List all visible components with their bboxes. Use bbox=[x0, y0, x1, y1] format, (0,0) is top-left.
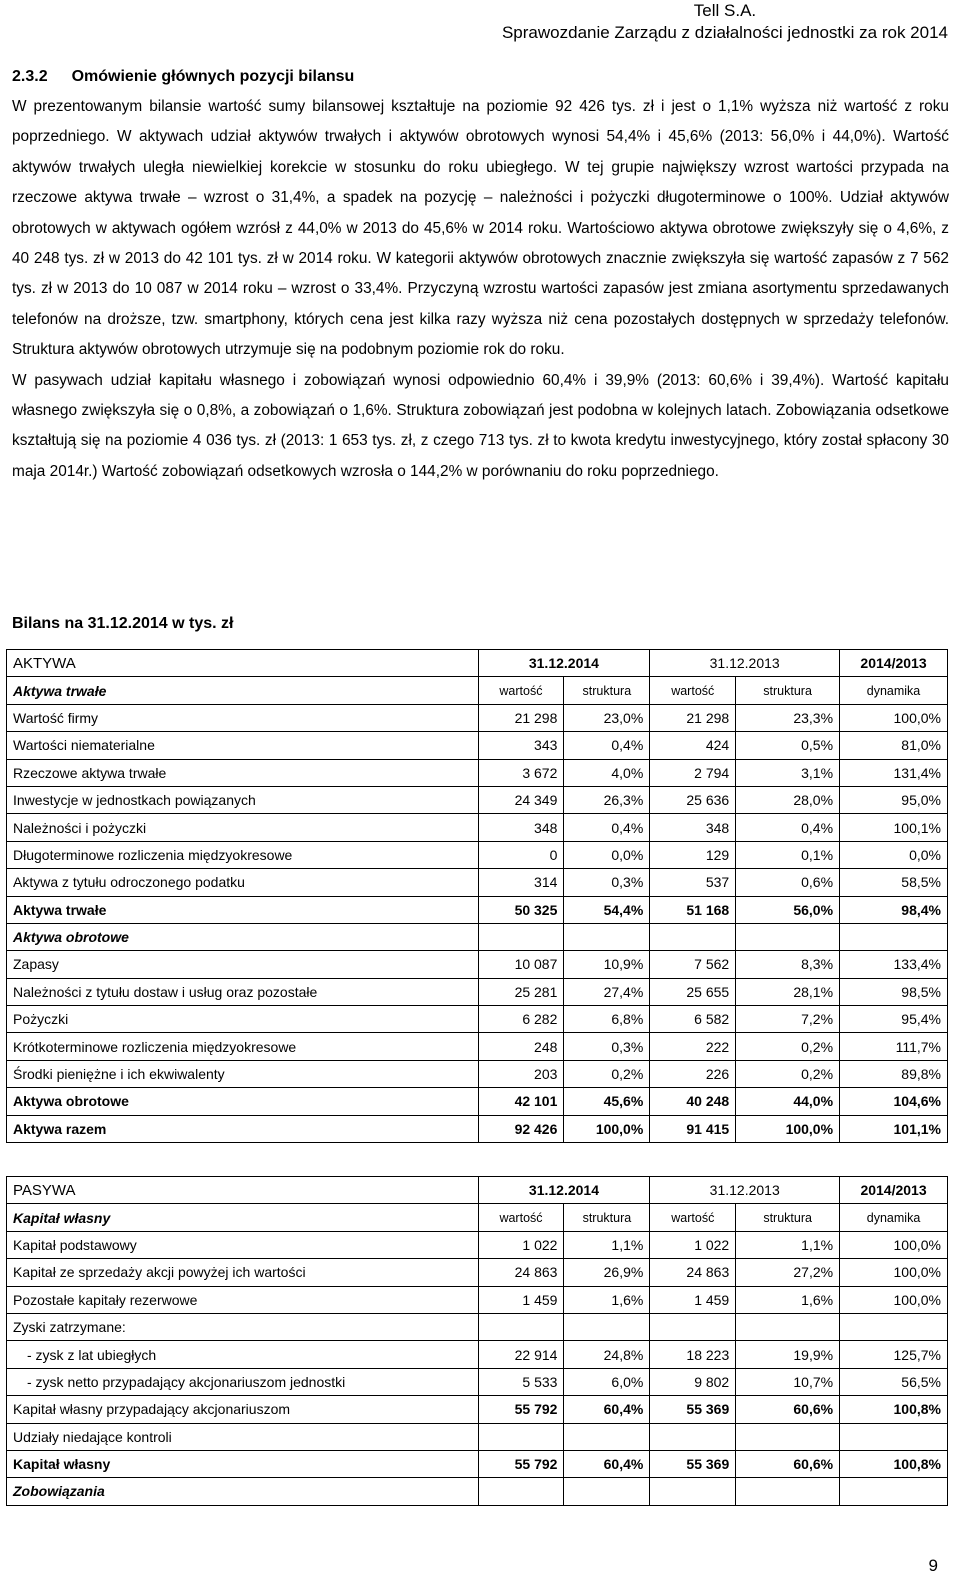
col-dynamics: dynamika bbox=[840, 1204, 948, 1231]
group-liabilities: Zobowiązania bbox=[7, 1478, 479, 1505]
empty-cell bbox=[650, 923, 736, 950]
cell-dynamics: 133,4% bbox=[840, 951, 948, 978]
cell-structure: 10,7% bbox=[736, 1368, 840, 1395]
col-structure: struktura bbox=[736, 1204, 840, 1231]
cell-value: 55 792 bbox=[478, 1450, 564, 1477]
cell-dynamics: 111,7% bbox=[840, 1033, 948, 1060]
cell-value: 7 562 bbox=[650, 951, 736, 978]
group-current-assets: Aktywa obrotowe bbox=[7, 923, 479, 950]
liabilities-table bbox=[6, 1176, 948, 1506]
table-row bbox=[7, 841, 948, 868]
date-2013: 31.12.2013 bbox=[650, 1177, 840, 1204]
cell-value bbox=[650, 1423, 736, 1450]
cell-value: 226 bbox=[650, 1060, 736, 1087]
cell-structure: 0,2% bbox=[736, 1033, 840, 1060]
cell-value: 203 bbox=[478, 1060, 564, 1087]
row-label: Pożyczki bbox=[7, 1006, 479, 1033]
cell-dynamics: 100,0% bbox=[840, 1286, 948, 1313]
empty-cell bbox=[840, 1478, 948, 1505]
liabilities-title: PASYWA bbox=[7, 1177, 479, 1204]
cell-structure: 19,9% bbox=[736, 1341, 840, 1368]
cell-structure: 56,0% bbox=[736, 896, 840, 923]
cell-structure: 7,2% bbox=[736, 1006, 840, 1033]
row-label: Kapitał własny przypadający akcjonariuszom bbox=[7, 1396, 479, 1423]
cell-value: 51 168 bbox=[650, 896, 736, 923]
cell-dynamics: 100,8% bbox=[840, 1450, 948, 1477]
cell-structure bbox=[736, 1423, 840, 1450]
cell-value: 24 863 bbox=[650, 1259, 736, 1286]
section-number: 2.3.2 bbox=[12, 68, 48, 85]
table-row bbox=[7, 1060, 948, 1087]
cell-dynamics: 89,8% bbox=[840, 1060, 948, 1087]
empty-cell bbox=[650, 1478, 736, 1505]
cell-structure: 10,9% bbox=[564, 951, 650, 978]
col-structure: struktura bbox=[564, 1204, 650, 1231]
cell-value: 25 636 bbox=[650, 786, 736, 813]
table-row bbox=[7, 869, 948, 896]
cell-value: 10 087 bbox=[478, 951, 564, 978]
cell-structure: 0,4% bbox=[564, 732, 650, 759]
table-header-row bbox=[7, 1177, 948, 1204]
cell-value: 343 bbox=[478, 732, 564, 759]
cell-value: 24 349 bbox=[478, 786, 564, 813]
cell-value: 6 582 bbox=[650, 1006, 736, 1033]
cell-dynamics: 95,0% bbox=[840, 786, 948, 813]
cell-structure: 0,4% bbox=[564, 814, 650, 841]
cell-value: 42 101 bbox=[478, 1088, 564, 1115]
empty-cell bbox=[564, 1478, 650, 1505]
cell-structure: 26,9% bbox=[564, 1259, 650, 1286]
cell-value: 5 533 bbox=[478, 1368, 564, 1395]
cell-dynamics: 0,0% bbox=[840, 841, 948, 868]
col-structure: struktura bbox=[736, 677, 840, 704]
row-label: Wartości niematerialne bbox=[7, 732, 479, 759]
row-label: Należności i pożyczki bbox=[7, 814, 479, 841]
table-row bbox=[7, 732, 948, 759]
group-equity: Kapitał własny bbox=[7, 1204, 479, 1231]
cell-value: 22 914 bbox=[478, 1341, 564, 1368]
table-subheader-row bbox=[7, 677, 948, 704]
row-label: Aktywa razem bbox=[7, 1115, 479, 1142]
cell-structure: 60,6% bbox=[736, 1450, 840, 1477]
company-name: Tell S.A. bbox=[693, 1, 757, 20]
cell-structure: 0,3% bbox=[564, 869, 650, 896]
cell-value: 1 022 bbox=[650, 1231, 736, 1258]
cell-structure: 4,0% bbox=[564, 759, 650, 786]
cell-value: 1 022 bbox=[478, 1231, 564, 1258]
cell-value: 21 298 bbox=[650, 704, 736, 731]
cell-dynamics bbox=[840, 1423, 948, 1450]
cell-structure: 28,0% bbox=[736, 786, 840, 813]
cell-structure: 6,8% bbox=[564, 1006, 650, 1033]
cell-value: 424 bbox=[650, 732, 736, 759]
cell-value: 248 bbox=[478, 1033, 564, 1060]
table-row bbox=[7, 1313, 948, 1340]
table-row bbox=[7, 1341, 948, 1368]
cell-dynamics: 56,5% bbox=[840, 1368, 948, 1395]
row-label: - zysk netto przypadający akcjonariuszom jednostki bbox=[7, 1368, 479, 1395]
row-label: - zysk z lat ubiegłych bbox=[7, 1341, 479, 1368]
cell-value: 1 459 bbox=[478, 1286, 564, 1313]
cell-value: 2 794 bbox=[650, 759, 736, 786]
cell-structure: 1,1% bbox=[564, 1231, 650, 1258]
table-row bbox=[7, 786, 948, 813]
row-label: Wartość firmy bbox=[7, 704, 479, 731]
col-value: wartość bbox=[478, 677, 564, 704]
cell-value: 24 863 bbox=[478, 1259, 564, 1286]
cell-value bbox=[478, 1313, 564, 1340]
cell-structure: 0,6% bbox=[736, 869, 840, 896]
cell-structure: 0,0% bbox=[564, 841, 650, 868]
col-structure: struktura bbox=[564, 677, 650, 704]
col-value: wartość bbox=[650, 1204, 736, 1231]
row-label: Aktywa obrotowe bbox=[7, 1088, 479, 1115]
paragraph-liabilities: W pasywach udział kapitału własnego i zobowiązań wynosi odpowiednio 60,4% i 39,9% (2013: 60,6% i 39,4%). Wartość kapitału własnego zwiększyła się o 0,8%, a zobowiązań o 1,6%. Struktura zobowiązań jest podobna w kolejnych latach. Zobowiązania odsetkowe kształtują się na poziomie 4 036 tys. zł (2013: 1 653 tys. zł, z czego 713 tys. zł to kwota kredytu inwestycyjnego, który został spłacony 30 maja 2014r.) Wartość zobowiązań odsetkowych wzrosła o 144,2% w porównaniu do roku poprzedniego. bbox=[12, 371, 949, 480]
table-row bbox=[7, 814, 948, 841]
table-row bbox=[7, 951, 948, 978]
cell-structure: 26,3% bbox=[564, 786, 650, 813]
row-label: Zapasy bbox=[7, 951, 479, 978]
row-label: Zyski zatrzymane: bbox=[7, 1313, 479, 1340]
empty-cell bbox=[736, 1478, 840, 1505]
cell-structure: 3,1% bbox=[736, 759, 840, 786]
row-label: Krótkoterminowe rozliczenia międzyokresowe bbox=[7, 1033, 479, 1060]
row-label: Środki pieniężne i ich ekwiwalenty bbox=[7, 1060, 479, 1087]
table-row bbox=[7, 1396, 948, 1423]
row-label: Kapitał ze sprzedaży akcji powyżej ich wartości bbox=[7, 1259, 479, 1286]
cell-value: 537 bbox=[650, 869, 736, 896]
document-header bbox=[502, 0, 948, 44]
cell-value: 348 bbox=[478, 814, 564, 841]
report-title: Sprawozdanie Zarządu z działalności jednostki za rok 2014 bbox=[501, 23, 948, 42]
cell-structure: 1,1% bbox=[736, 1231, 840, 1258]
row-label: Pozostałe kapitały rezerwowe bbox=[7, 1286, 479, 1313]
cell-structure: 100,0% bbox=[736, 1115, 840, 1142]
cell-value: 3 672 bbox=[478, 759, 564, 786]
row-label: Udziały niedające kontroli bbox=[7, 1423, 479, 1450]
cell-value: 9 802 bbox=[650, 1368, 736, 1395]
cell-structure: 6,0% bbox=[564, 1368, 650, 1395]
date-2013: 31.12.2013 bbox=[650, 650, 840, 677]
cell-structure: 0,3% bbox=[564, 1033, 650, 1060]
cell-dynamics: 100,0% bbox=[840, 1259, 948, 1286]
assets-table bbox=[6, 649, 948, 1143]
cell-value: 222 bbox=[650, 1033, 736, 1060]
cell-structure: 27,4% bbox=[564, 978, 650, 1005]
table-row bbox=[7, 1231, 948, 1258]
cell-structure: 60,6% bbox=[736, 1396, 840, 1423]
section-heading bbox=[12, 68, 354, 86]
page-number: 9 bbox=[928, 1556, 938, 1575]
empty-cell bbox=[478, 1478, 564, 1505]
cell-structure: 1,6% bbox=[564, 1286, 650, 1313]
cell-value: 55 369 bbox=[650, 1396, 736, 1423]
cell-dynamics: 81,0% bbox=[840, 732, 948, 759]
cell-structure: 100,0% bbox=[564, 1115, 650, 1142]
row-label: Należności z tytułu dostaw i usług oraz pozostałe bbox=[7, 978, 479, 1005]
cell-structure bbox=[564, 1313, 650, 1340]
paragraph-assets: W prezentowanym bilansie wartość sumy bilansowej kształtuje na poziomie 92 426 tys. zł i jest o 1,1% wyższa niż wartość z roku poprzedniego. W aktywach udział aktywów trwałych i aktywów obrotowych wynosi 54,4% i 45,6% (2013: 56,0% i 44,0%). Wartość aktywów trwałych uległa niewielkiej korekcie w stosunku do roku ubiegłego. W tej grupie największy wzrost wartości przypada na rzeczowe aktywa trwałe – wzrost o 31,4%, a spadek na pozycję – należności i pożyczki długoterminowe o 100%. Udział aktywów obrotowych w aktywach ogółem wzrósł z 44,0% w 2013 do 45,6% w 2014 roku. Wartościowo aktywa obrotowe zwiększyły się o 4,6%, z 40 248 tys. zł w 2013 do 42 101 tys. zł w 2014 roku. W kategorii aktywów obrotowych znacznie zwiększyła się wartość zapasów z 7 562 tys. zł w 2013 do 10 087 w 2014 roku – wzrost o 33,4%. Przyczyną wzrostu wartości zapasów jest zmiana asortymentu sprzedawanych telefonów na droższe, tzw. smartphony, których cena jest kilka razy wyższa niż cena pozostałych dostępnych w sprzedaży telefonów. Struktura aktywów obrotowych utrzymuje się na podobnym poziomie rok do roku. bbox=[12, 98, 949, 359]
row-label: Inwestycje w jednostkach powiązanych bbox=[7, 786, 479, 813]
subtotal-row bbox=[7, 1450, 948, 1477]
table-row bbox=[7, 1006, 948, 1033]
balance-sheet-title: Bilans na 31.12.2014 w tys. zł bbox=[12, 615, 234, 632]
table-row bbox=[7, 704, 948, 731]
cell-value: 92 426 bbox=[478, 1115, 564, 1142]
row-label: Rzeczowe aktywa trwałe bbox=[7, 759, 479, 786]
empty-cell bbox=[564, 923, 650, 950]
cell-structure: 45,6% bbox=[564, 1088, 650, 1115]
col-dynamics: dynamika bbox=[840, 677, 948, 704]
cell-value: 129 bbox=[650, 841, 736, 868]
cell-dynamics: 98,4% bbox=[840, 896, 948, 923]
cell-value: 21 298 bbox=[478, 704, 564, 731]
cell-value bbox=[478, 1423, 564, 1450]
row-label: Kapitał własny bbox=[7, 1450, 479, 1477]
cell-value: 91 415 bbox=[650, 1115, 736, 1142]
cell-dynamics: 100,8% bbox=[840, 1396, 948, 1423]
assets-title: AKTYWA bbox=[7, 650, 479, 677]
table-row bbox=[7, 1033, 948, 1060]
cell-value: 55 792 bbox=[478, 1396, 564, 1423]
cell-value: 25 281 bbox=[478, 978, 564, 1005]
cell-structure: 0,4% bbox=[736, 814, 840, 841]
cell-structure: 54,4% bbox=[564, 896, 650, 923]
cell-structure: 1,6% bbox=[736, 1286, 840, 1313]
cell-structure: 0,5% bbox=[736, 732, 840, 759]
cell-value: 348 bbox=[650, 814, 736, 841]
cell-dynamics bbox=[840, 1313, 948, 1340]
cell-structure: 0,2% bbox=[736, 1060, 840, 1087]
cell-structure bbox=[736, 1313, 840, 1340]
cell-value: 55 369 bbox=[650, 1450, 736, 1477]
cell-dynamics: 100,0% bbox=[840, 1231, 948, 1258]
date-2014: 31.12.2014 bbox=[478, 650, 650, 677]
date-2014: 31.12.2014 bbox=[478, 1177, 650, 1204]
cell-dynamics: 100,1% bbox=[840, 814, 948, 841]
table-row bbox=[7, 759, 948, 786]
col-value: wartość bbox=[650, 677, 736, 704]
cell-structure: 44,0% bbox=[736, 1088, 840, 1115]
group-fixed-assets: Aktywa trwałe bbox=[7, 677, 479, 704]
table-subheader-row bbox=[7, 1204, 948, 1231]
cell-structure: 60,4% bbox=[564, 1450, 650, 1477]
cell-dynamics: 125,7% bbox=[840, 1341, 948, 1368]
cell-dynamics: 100,0% bbox=[840, 704, 948, 731]
section-title: Omówienie głównych pozycji bilansu bbox=[71, 68, 355, 85]
cell-value: 0 bbox=[478, 841, 564, 868]
cell-structure: 0,2% bbox=[564, 1060, 650, 1087]
row-label: Długoterminowe rozliczenia międzyokresowe bbox=[7, 841, 479, 868]
group-row bbox=[7, 1478, 948, 1505]
cell-dynamics: 58,5% bbox=[840, 869, 948, 896]
subtotal-row bbox=[7, 1088, 948, 1115]
cell-value: 314 bbox=[478, 869, 564, 896]
cell-structure: 23,0% bbox=[564, 704, 650, 731]
table-row bbox=[7, 1423, 948, 1450]
body-text bbox=[12, 92, 949, 487]
cell-structure: 8,3% bbox=[736, 951, 840, 978]
cell-dynamics: 101,1% bbox=[840, 1115, 948, 1142]
dynamics-header: 2014/2013 bbox=[840, 1177, 948, 1204]
cell-value: 50 325 bbox=[478, 896, 564, 923]
dynamics-header: 2014/2013 bbox=[840, 650, 948, 677]
cell-value: 25 655 bbox=[650, 978, 736, 1005]
empty-cell bbox=[840, 923, 948, 950]
cell-value: 6 282 bbox=[478, 1006, 564, 1033]
row-label: Kapitał podstawowy bbox=[7, 1231, 479, 1258]
table-row bbox=[7, 1259, 948, 1286]
subtotal-row bbox=[7, 896, 948, 923]
cell-dynamics: 131,4% bbox=[840, 759, 948, 786]
total-row bbox=[7, 1115, 948, 1142]
table-row bbox=[7, 1368, 948, 1395]
group-row bbox=[7, 923, 948, 950]
table-row bbox=[7, 978, 948, 1005]
row-label: Aktywa trwałe bbox=[7, 896, 479, 923]
row-label: Aktywa z tytułu odroczonego podatku bbox=[7, 869, 479, 896]
cell-structure: 28,1% bbox=[736, 978, 840, 1005]
cell-value bbox=[650, 1313, 736, 1340]
cell-value: 40 248 bbox=[650, 1088, 736, 1115]
cell-dynamics: 104,6% bbox=[840, 1088, 948, 1115]
cell-value: 18 223 bbox=[650, 1341, 736, 1368]
col-value: wartość bbox=[478, 1204, 564, 1231]
cell-structure: 24,8% bbox=[564, 1341, 650, 1368]
cell-structure: 0,1% bbox=[736, 841, 840, 868]
cell-structure: 27,2% bbox=[736, 1259, 840, 1286]
table-row bbox=[7, 1286, 948, 1313]
cell-structure: 60,4% bbox=[564, 1396, 650, 1423]
cell-structure bbox=[564, 1423, 650, 1450]
cell-dynamics: 98,5% bbox=[840, 978, 948, 1005]
empty-cell bbox=[736, 923, 840, 950]
table-header-row bbox=[7, 650, 948, 677]
cell-dynamics: 95,4% bbox=[840, 1006, 948, 1033]
cell-structure: 23,3% bbox=[736, 704, 840, 731]
cell-value: 1 459 bbox=[650, 1286, 736, 1313]
empty-cell bbox=[478, 923, 564, 950]
